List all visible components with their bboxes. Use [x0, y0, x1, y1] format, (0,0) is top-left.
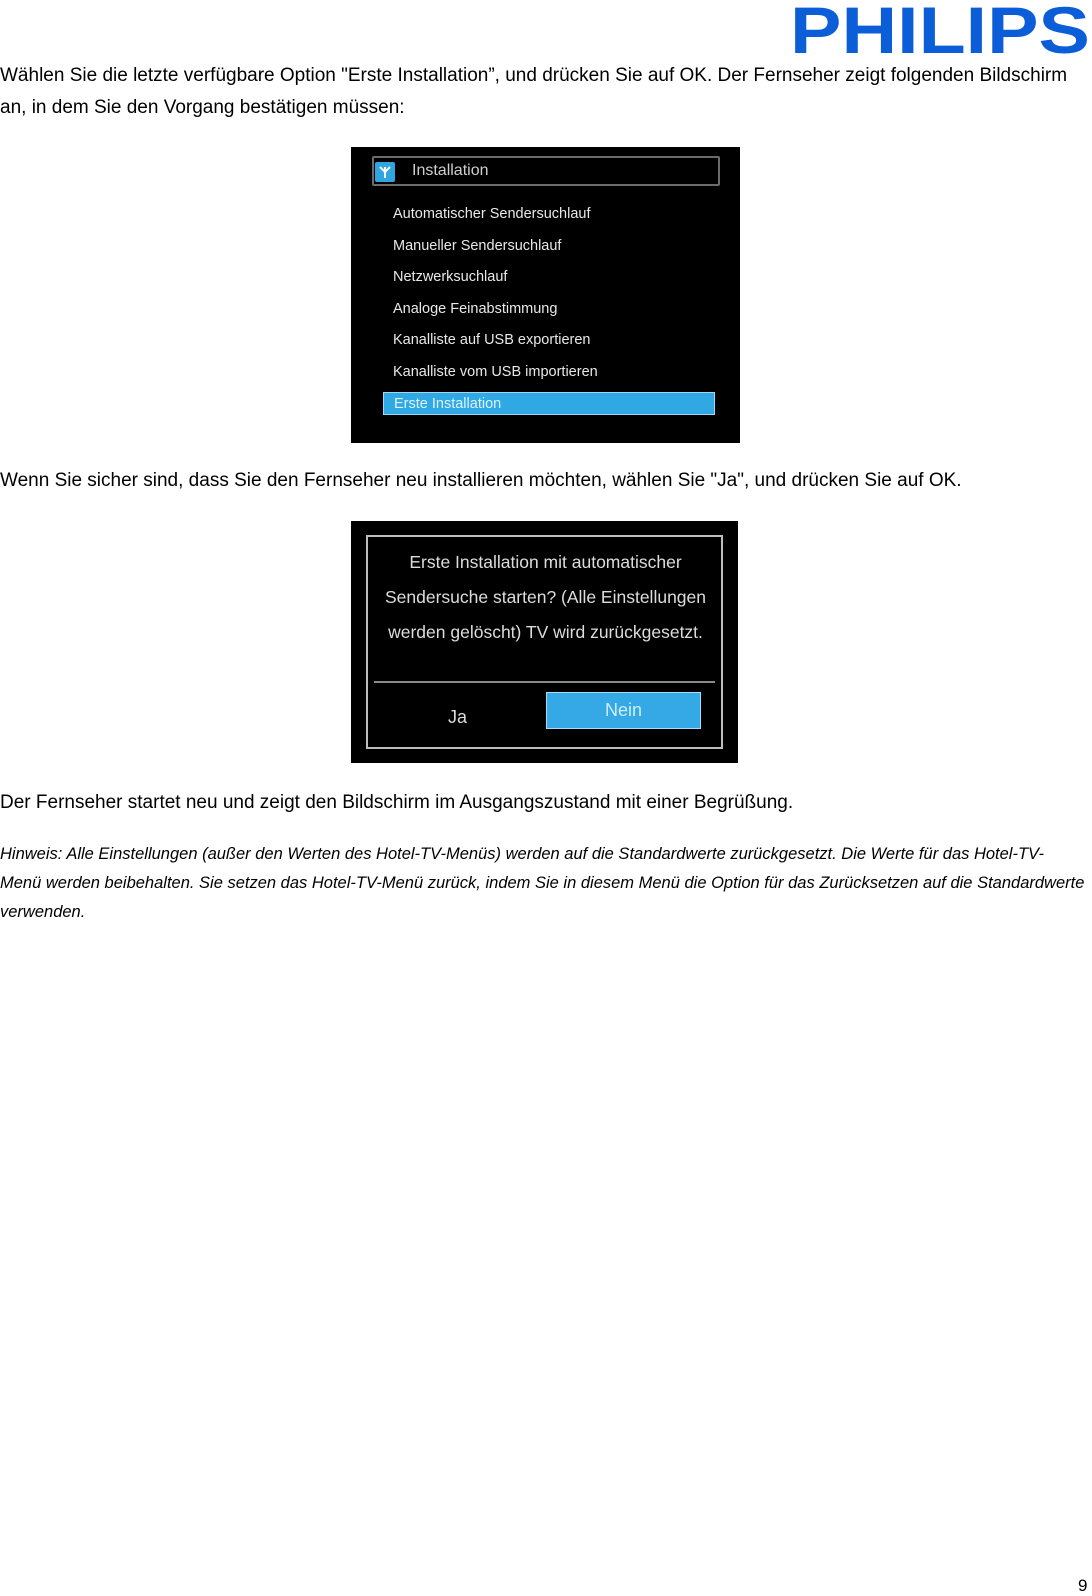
no-button[interactable]: Nein [546, 692, 701, 729]
menu-item-auto-scan[interactable]: Automatischer Sendersuchlauf [393, 206, 591, 222]
tv-installation-menu-screenshot [351, 147, 740, 443]
restart-paragraph: Der Fernseher startet neu und zeigt den Bildschirm im Ausgangszustand mit einer Begrüßung. [0, 792, 794, 813]
menu-item-first-installation[interactable]: Erste Installation [383, 392, 715, 415]
menu-item-network-scan[interactable]: Netzwerksuchlauf [393, 269, 508, 285]
intro-paragraph: Wählen Sie die letzte verfügbare Option "Erste Installation”, und drücken Sie auf OK. Der Fernseher zeigt folgenden Bildschirm an, in dem Sie den Vorgang bestätigen müssen: [0, 65, 1068, 118]
yes-button[interactable]: Ja [448, 707, 468, 727]
dialog-divider [374, 681, 715, 683]
philips-logo [790, 0, 1092, 58]
dialog-message: Erste Installation mit automatischer Sendersuche starten? (Alle Einstellungen werden gelöscht) TV wird zurückgesetzt. [384, 552, 707, 642]
antenna-icon [375, 162, 395, 182]
page-number: 9 [1078, 1576, 1088, 1595]
tv-confirm-dialog-screenshot [351, 521, 738, 763]
menu-item-analog-finetune[interactable]: Analoge Feinabstimmung [393, 300, 558, 317]
confirm-paragraph: Wenn Sie sicher sind, dass Sie den Fernseher neu installieren möchten, wählen Sie "Ja", und drücken Sie auf OK. [0, 470, 962, 491]
hint-note: Hinweis: Alle Einstellungen (außer den Werten des Hotel-TV-Menüs) werden auf die Standardwerte zurückgesetzt. Die Werte für das Hotel-TV-Menü werden beibehalten. Sie setzen das Hotel-TV-Menü zurück, indem Sie in diesem Menü die Option für das Zurücksetzen auf die Standardwerte verwenden. [0, 845, 1085, 921]
menu-header [372, 156, 720, 186]
menu-title: Installation [412, 162, 489, 179]
menu-item-import-usb[interactable]: Kanalliste vom USB importieren [393, 363, 598, 380]
menu-item-export-usb[interactable]: Kanalliste auf USB exportieren [393, 332, 591, 348]
dialog-frame [366, 535, 723, 749]
logo-text: PHILIPS [790, 0, 1090, 58]
installation-menu-list [383, 199, 715, 415]
menu-item-manual-scan[interactable]: Manueller Sendersuchlauf [393, 237, 562, 254]
